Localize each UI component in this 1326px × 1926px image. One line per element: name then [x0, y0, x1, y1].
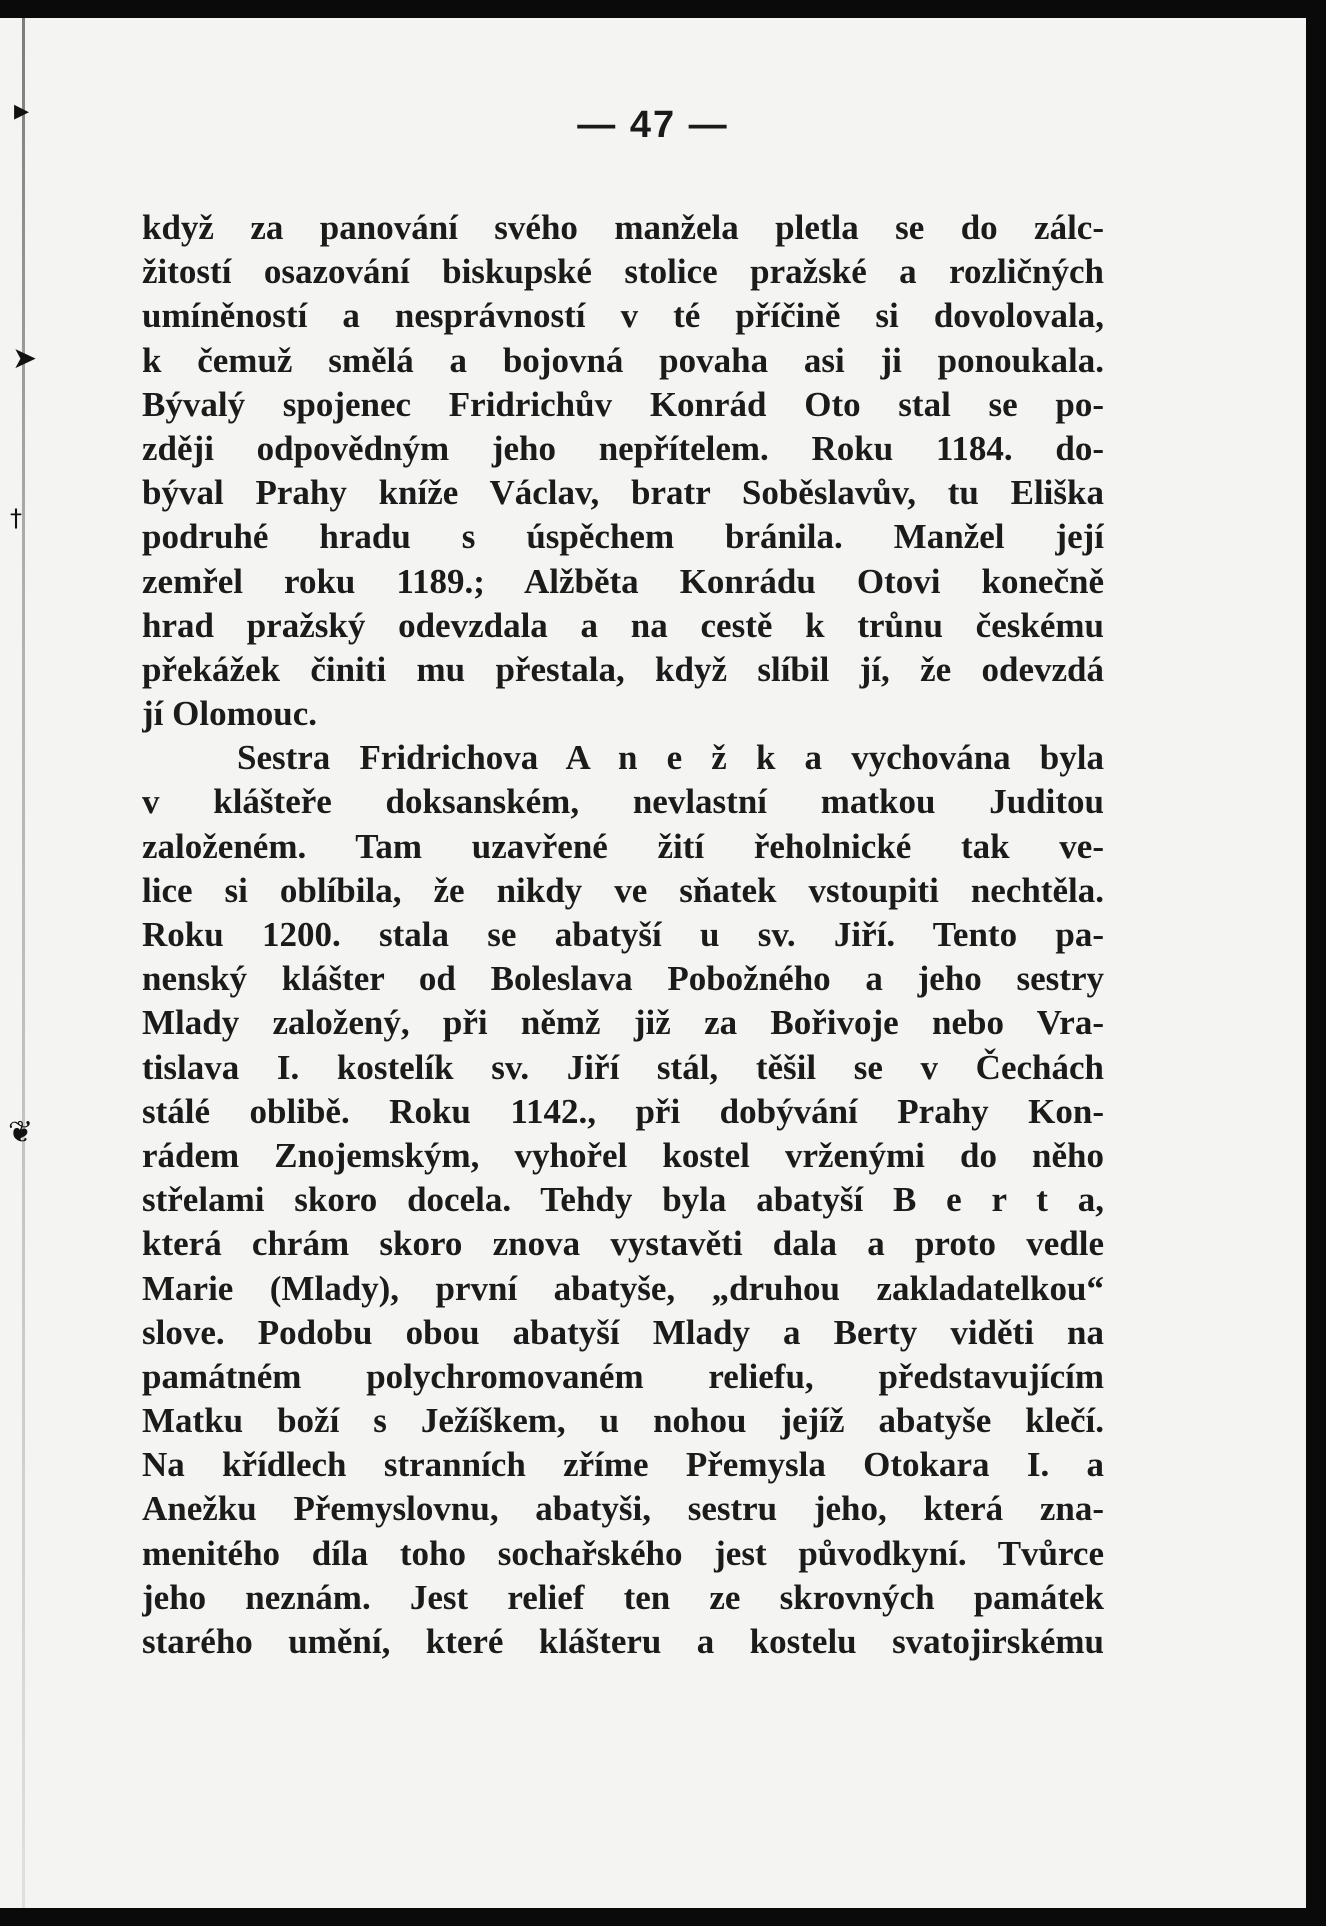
body-text — [142, 206, 1104, 1664]
text-line: jeho neznám. Jest relief ten ze skrovných památek — [142, 1577, 1104, 1617]
text-line: v klášteře doksanském, nevlastní matkou Juditou — [142, 782, 1104, 822]
text-line: památném polychromovaném reliefu, představujícím — [142, 1356, 1104, 1396]
text-line: Sestra Fridrichova A n e ž k a vychována byla — [237, 738, 1104, 778]
text-line: rádem Znojemským, vyhořel kostel vrženými do něho — [142, 1135, 1104, 1175]
text-line: menitého díla toho sochařského jest původkyní. Tvůrce — [142, 1533, 1104, 1573]
margin-arrow-icon: ➤ — [12, 341, 38, 376]
text-line: býval Prahy kníže Václav, bratr Soběslavův, tu Eliška — [142, 473, 1104, 513]
text-line: žitostí osazování biskupské stolice pražské a rozličných — [142, 252, 1104, 292]
text-line: překážek činiti mu přestala, když slíbil jí, že odevzdá — [142, 649, 1104, 689]
margin-tick-icon: ▸ — [14, 93, 30, 128]
text-line: lice si oblíbila, že nikdy ve sňatek vstoupiti nechtěla. — [142, 870, 1104, 910]
text-line: podruhé hradu s úspěchem bránila. Manžel její — [142, 517, 1104, 557]
text-line: starého umění, které klášteru a kostelu svatojirskému — [142, 1622, 1104, 1661]
margin-dagger-icon: † — [10, 504, 22, 532]
text-line: Anežku Přemyslovnu, abatyši, sestru jeho, která zna- — [142, 1489, 1104, 1529]
text-line: slove. Podobu obou abatyší Mlady a Berty viděti na — [142, 1312, 1104, 1352]
text-line: zemřel roku 1189.; Alžběta Konrádu Otovi konečně — [142, 561, 1104, 601]
text-line: Na křídlech stranních zříme Přemysla Otokara I. a — [142, 1445, 1104, 1485]
text-line: hrad pražský odevzdala a na cestě k trůnu českému — [142, 605, 1104, 645]
text-line: nenský klášter od Boleslava Pobožného a jeho sestry — [142, 959, 1104, 999]
text-line: Marie (Mlady), první abatyše, „druhou zakladatelkou“ — [142, 1268, 1104, 1308]
text-line: tislava I. kostelík sv. Jiří stál, těšil se v Čechách — [142, 1047, 1104, 1087]
text-line: Matku boží s Ježíškem, u nohou jejíž abatyše klečí. — [142, 1401, 1104, 1441]
binding-edge-rule — [22, 18, 25, 1908]
scanned-page — [0, 18, 1306, 1908]
text-line: založeném. Tam uzavřené žití řeholnické tak ve- — [142, 826, 1104, 866]
text-line: jí Olomouc. — [142, 694, 317, 734]
text-line: umíněností a nesprávností v té příčině si dovolovala, — [142, 296, 1104, 336]
text-line: Roku 1200. stala se abatyší u sv. Jiří. Tento pa- — [142, 915, 1104, 954]
page-number: — 47 — — [577, 104, 729, 146]
text-line: stálé oblibě. Roku 1142., při dobývání Prahy Kon- — [142, 1091, 1104, 1131]
text-line: která chrám skoro znova vystavěti dala a proto vedle — [142, 1224, 1104, 1264]
text-line: k čemuž smělá a bojovná povaha asi ji ponoukala. — [142, 340, 1104, 380]
text-line: když za panování svého manžela pletla se do zálc- — [142, 208, 1104, 247]
margin-ornament-icon: ❦ — [8, 1115, 34, 1150]
text-line: zději odpovědným jeho nepřítelem. Roku 1184. do- — [142, 428, 1104, 468]
text-line: Bývalý spojenec Fridrichův Konrád Oto stal se po- — [142, 384, 1104, 424]
text-line: Mlady založený, při němž již za Bořivoje nebo Vra- — [142, 1003, 1104, 1043]
text-line: střelami skoro docela. Tehdy byla abatyší B e r t a, — [142, 1180, 1104, 1220]
